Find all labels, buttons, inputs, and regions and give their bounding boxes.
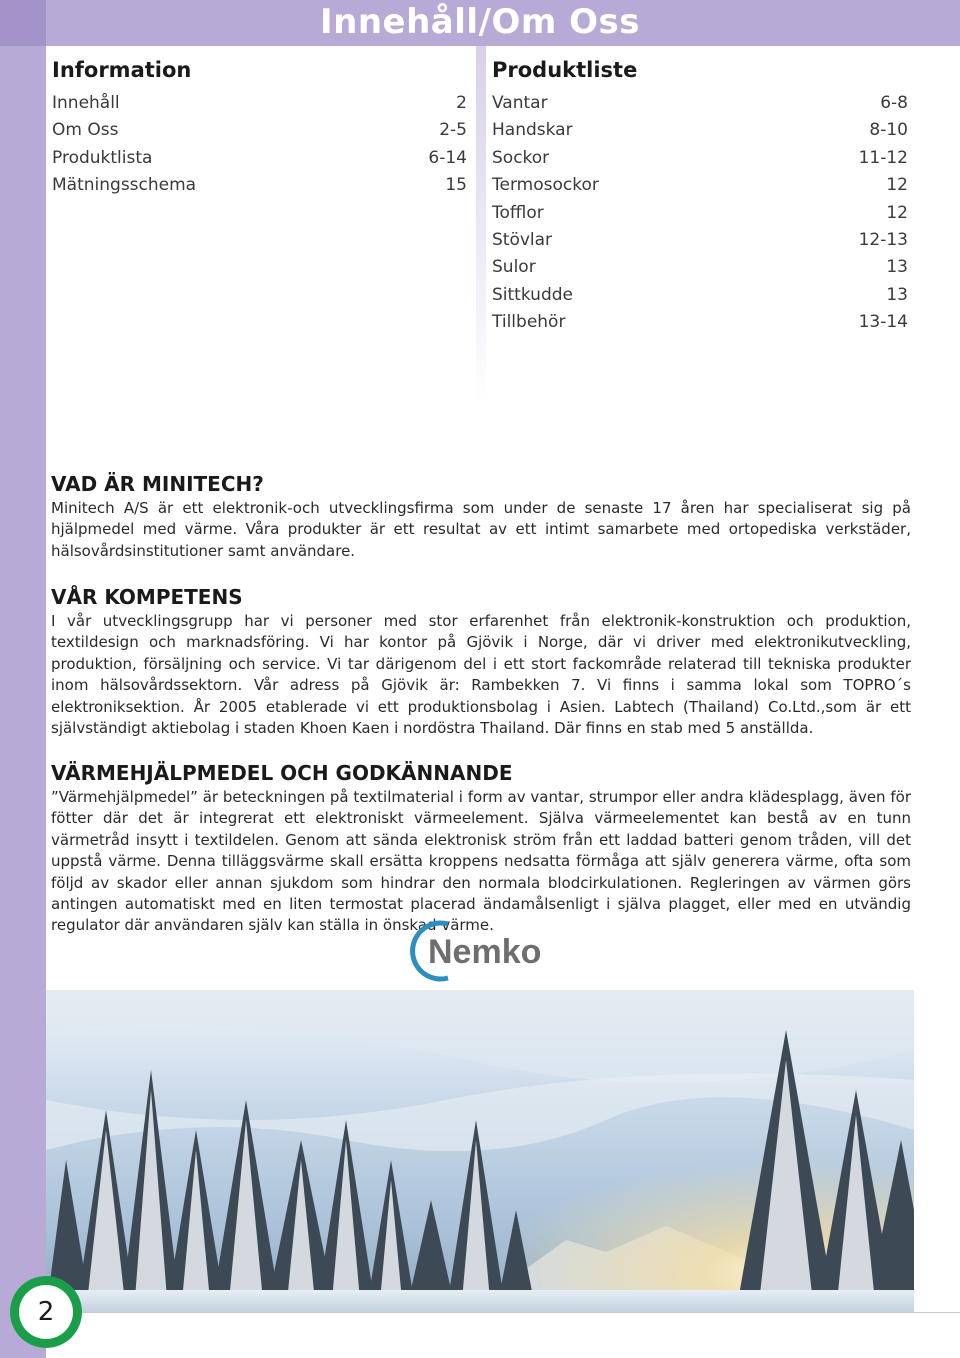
section-heading: VÄRMEHJÄLPMEDEL OCH GODKÄNNANDE [51, 761, 513, 785]
toc-row[interactable] [492, 282, 908, 309]
produktliste-heading: Produktliste [492, 58, 638, 82]
column-divider [476, 46, 486, 406]
toc-label: Handskar [492, 120, 573, 141]
section-heading: VAD ÄR MINITECH? [51, 472, 264, 496]
toc-row[interactable] [492, 254, 908, 281]
toc-label: Sulor [492, 257, 536, 278]
toc-row[interactable] [492, 227, 908, 254]
toc-page: 13-14 [858, 312, 908, 333]
section-varmehjalpmedel [51, 761, 911, 937]
toc-page: 12-13 [858, 229, 908, 250]
page-number-badge [10, 1276, 82, 1348]
section-heading: VÅR KOMPETENS [51, 585, 243, 609]
toc-page: 2-5 [439, 120, 467, 141]
toc-row[interactable] [52, 90, 467, 117]
section-var-kompetens [51, 585, 911, 739]
toc-label: Sittkudde [492, 284, 573, 305]
toc-row[interactable] [492, 145, 908, 172]
winter-forest-photo [46, 990, 914, 1312]
left-accent-bar [0, 0, 46, 1358]
toc-row[interactable] [492, 117, 908, 144]
produktliste-toc [492, 58, 908, 337]
toc-label: Mätningsschema [52, 175, 197, 196]
section-text: Minitech A/S är ett elektronik-och utvecklingsfirma som under de senaste 17 åren har specialiserat sig på hjälpmedel med värme. Våra produkter är ett resultat av ett intimt samarbete med ortopediska verkstäder, hälsovårdsinstitutioner samt användare. [51, 499, 911, 560]
toc-page: 15 [445, 175, 467, 196]
toc-page: 8-10 [869, 120, 908, 141]
toc-page: 6-14 [428, 147, 467, 168]
toc-page: 12 [886, 202, 908, 223]
toc-page: 2 [456, 93, 467, 113]
page-number: 2 [19, 1285, 73, 1339]
toc-label: Innehåll [52, 93, 120, 113]
toc-label: Om Oss [52, 120, 119, 141]
toc-page: 12 [886, 175, 908, 196]
toc-label: Vantar [492, 93, 548, 113]
toc-page: 11-12 [858, 147, 908, 168]
toc-label: Tofflor [492, 202, 544, 223]
information-toc [52, 58, 467, 200]
section-text: ”Värmehjälpmedel” är beteckningen på textilmaterial i form av vantar, strumpor eller andra klädesplagg, även för fötter där det är integrerat ett elektroniskt värmeelement. Själva värmeelementet kan bestå av en tunn värmetråd insytt i textildelen. Genom att sända elektronisk ström från ett laddad batteri genom tråden, vill det uppstå värme. Denna tilläggsvärme skall ersätta kroppens nedsatta förmåga att själv generera värme, ofta som följd av skador eller annan sjukdom som hindrar den normala blodcirkulationen. Regleringen av värmen görs antingen automatiskt med en liten termostat placerad ändamålsenligt i själva plagget, eller med en utvändig regulator där användaren själv kan ställa in önskad värme. [51, 788, 911, 935]
toc-label: Termosockor [492, 175, 599, 196]
toc-row[interactable] [52, 172, 467, 199]
toc-label: Tillbehör [492, 312, 566, 333]
information-heading: Information [52, 58, 192, 82]
toc-row[interactable] [52, 145, 467, 172]
toc-row[interactable] [492, 90, 908, 117]
toc-label: Stövlar [492, 229, 553, 250]
toc-page: 6-8 [880, 93, 908, 113]
toc-label: Produktlista [52, 147, 153, 168]
toc-page: 13 [886, 257, 908, 278]
section-text: I vår utvecklingsgrupp har vi personer med stor erfarenhet från elektronik-konstruktion och produktion, textildesign och marknadsföring. Vi har kontor på Gjövik i Norge, där vi driver med elektronikutveckling, produktion, försäljning och service. Vi tar därigenom del i ett stort fackområde relaterad till tekniska produkter inom hälsovårdssektorn. Vår adress på Gjövik är: Rambekken 7. Vi finns i samma lokal som TOPRO´s elektroniksektion. År 2005 etablerade vi ett produktionsbolag i Asien. Labtech (Thailand) Co.Ltd.,som är ett självständigt aktiebolag i staden Khoen Kaen i nordöstra Thailand. Där finns en stab med 5 anställda. [51, 612, 911, 738]
nemko-wordmark: Nemko [428, 933, 542, 971]
toc-row[interactable] [52, 117, 467, 144]
toc-row[interactable] [492, 200, 908, 227]
nemko-logo [408, 918, 558, 984]
toc-label: Sockor [492, 147, 550, 168]
section-vad-ar-minitech [51, 472, 911, 562]
toc-row[interactable] [492, 309, 908, 336]
toc-row[interactable] [492, 172, 908, 199]
page-title: Innehåll/Om Oss [319, 2, 641, 42]
footer-line [82, 1312, 960, 1313]
toc-page: 13 [886, 284, 908, 305]
